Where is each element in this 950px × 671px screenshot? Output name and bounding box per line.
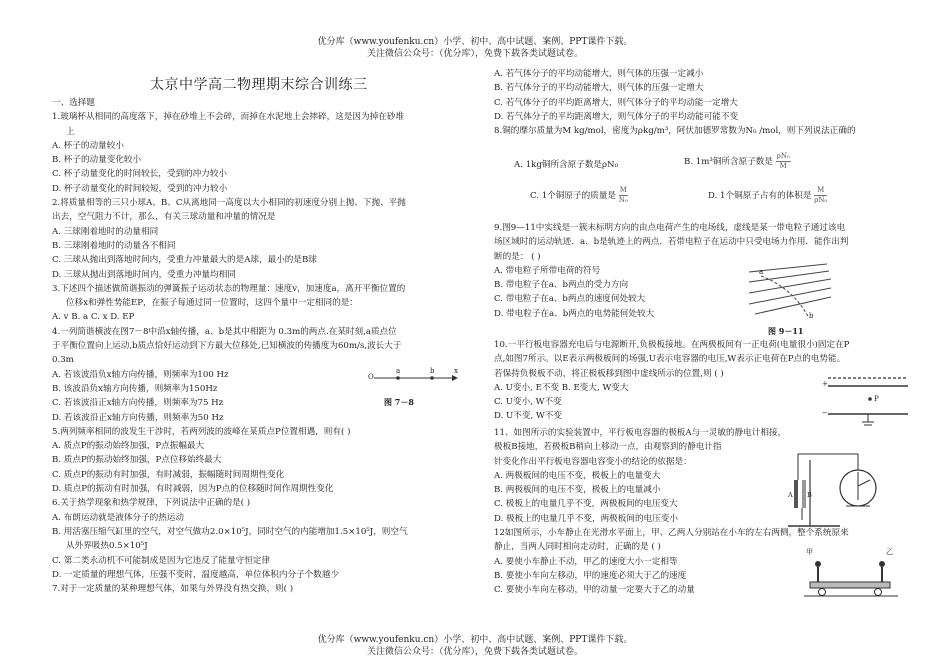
left-text-line: A. 质点P的振动始终加强，P点振幅最大: [52, 441, 205, 452]
q11-text-line: B. 两极板间的电压不变，极板上的电量减小: [494, 485, 661, 496]
q8-b-denominator: M: [779, 162, 787, 170]
q8-option-d-fraction: [814, 186, 827, 205]
q8-option-d: [708, 186, 827, 205]
left-text-line: B. 该波沿负x轴方向传播，则频率为150Hz: [52, 383, 218, 394]
left-text-line: 4.一列简谐横波在图7－8中沿x轴传播，a、b是其中相距为 0.3m的两点.在某时刻,a质点位: [52, 326, 397, 337]
fig911-b-label: b: [809, 312, 814, 320]
fig12-right-label: 乙: [886, 548, 893, 556]
left-text-line: A. 杯子的动量较小: [52, 140, 124, 151]
q10-text-line: D. U不变, W不变: [494, 411, 562, 422]
cart-wheel: [875, 589, 882, 596]
q9-text-line: 断的是： ( ): [494, 251, 541, 262]
q9-text-line: D. 带电粒子在a、b两点的电势能何处较大: [494, 308, 655, 319]
q8-option-a: A. 1kg铜所含原子数是ρN₀: [514, 160, 619, 170]
left-text-line: 一、选择题: [52, 98, 95, 108]
left-text-line: D. 质点P的振动有时加强，有时减弱，因为P点的位移随时间作周期性变化: [52, 484, 334, 495]
fig78-origin-label: O: [368, 373, 374, 381]
right-top-text-line: C. 若气体分子的平均距离增大，则气体分子的平均动能一定增大: [494, 97, 738, 108]
cap-minus-label: −: [822, 409, 828, 417]
electrometer-figure: [780, 440, 890, 530]
q8-d-numerator: M: [814, 186, 827, 196]
footer-line-2: 关注微信公众号：（优分库），免费下载各类试题试卷。: [366, 647, 583, 657]
page-title: 太京中学高二物理期末综合训练三: [150, 77, 368, 93]
header-line-2: 关注微信公众号：（优分库），免费下载各类试题试卷。: [366, 49, 583, 59]
left-text-line: D. 杯子动量变化的时间较短，受到的冲力较小: [52, 183, 228, 194]
q8-option-b-text: B. 1m³铜所含原子数是: [684, 157, 773, 167]
capacitor-figure: [822, 370, 912, 430]
left-text-line: B. 用活塞压缩气缸里的空气，对空气做功2.0×10⁵J，同时空气的内能增加1.5×10⁵J，则空气: [52, 526, 408, 537]
left-text-line: C. 三球从抛出到落地时间内，受重力冲量最大的是A球，最小的是B球: [52, 255, 317, 266]
left-text-line: 5.两列频率相同的波发生干涉时，若两列波的波峰在某质点P位置相遇，则有( ): [52, 426, 351, 437]
q8-b-numerator: ρN₀: [776, 152, 790, 160]
q9-text-line: B. 带电粒子在a、b两点的受力方向: [494, 280, 629, 291]
right-top-text-line: B. 若气体分子的平均动能增大，则气体的压强一定增大: [494, 83, 704, 94]
q11-text-line: 极板B接地，若极板B稍向上移动一点，由观察到的静电计指: [494, 442, 722, 453]
q12-text-line: A. 要使小车静止不动，甲乙的速度大小一定相等: [494, 556, 678, 567]
left-text-line: D. 若该波沿正x轴方向传播，则频率为50 Hz: [52, 412, 224, 423]
q10-text-line: 点,如图7所示。以E表示两极板间的场强,U表示电容器的电压,W表示正电荷在P点的电势能。: [494, 354, 846, 365]
q11-text-line: 11、如图所示的实验装置中，平行板电容器的极板A与一灵敏的静电计相接，: [494, 428, 787, 438]
footer-line-1: 优分库（www.youfenku.cn）小学、初中、高中试题、案例、PPT课件下载。: [317, 635, 633, 645]
q10-text-line: C. U变小, W不变: [494, 397, 562, 408]
axis-arrow-icon: [452, 375, 458, 381]
q9-text-line: C. 带电粒子在a、b两点的速度何处较大: [494, 294, 646, 305]
q12-text-line: 12如图所示，小车静止在光滑水平面上，甲、乙两人分别站在小车的左右两侧，整个系统原来: [494, 528, 849, 538]
left-text-line: D. 三球从抛出到落地时间内，受重力冲量均相同: [52, 269, 236, 280]
cap-p-label: P: [874, 395, 879, 403]
q8-options: [508, 148, 918, 218]
left-text-line: B. 杯子的动量变化较小: [52, 155, 142, 166]
q8-option-d-text: D. 1个铜原子占有的体积是: [708, 191, 812, 201]
left-text-line: 0.3m: [52, 355, 74, 366]
left-column: [52, 96, 464, 596]
q11-text-line: D. 极板上的电量几乎不变，两极板间的电压变小: [494, 513, 678, 524]
left-text-line: C. 若该波沿正x轴方向传播，则频率为75 Hz: [52, 398, 224, 409]
left-text-line: D. 一定质量的理想气体，压强不变时，温度越高，单位体积内分子个数越少: [52, 569, 340, 580]
header-line-1: 优分库（www.youfenku.cn）小学、初中、高中试题、案例、PPT课件下载。: [317, 37, 633, 47]
left-text-line: C. 质点P的振动有时加强，有时减弱，振幅随时间周期性变化: [52, 469, 285, 480]
cart-figure: [802, 556, 902, 606]
left-text-line: B. 三球刚着地时的动量各不相同: [52, 240, 176, 251]
point-b-marker: [430, 376, 434, 380]
right-top-text-line: A. 若气体分子的平均动能增大，则气体的压强一定减小: [494, 69, 704, 79]
q8-c-denominator: N₀: [618, 196, 628, 204]
right-column-top: [494, 67, 914, 138]
cart-wheel: [819, 589, 826, 596]
q12-text-line: 静止，当两人同时相向走动时，正确的是 ( ): [494, 542, 661, 553]
left-text-line: 上: [66, 126, 75, 137]
field-line: [755, 297, 831, 314]
fig911-a-label: a: [759, 268, 764, 276]
left-text-line: B. 质点P的振动始终加强，P点位移始终最大: [52, 455, 222, 466]
figure-7-8-caption: 图 7－8: [384, 397, 414, 407]
left-text-line: A. 布朗运动就是液体分子的热运动: [52, 512, 184, 523]
left-text-line: A. 若该波沿负x轴方向传播，则频率为100 Hz: [52, 369, 229, 380]
q11-text-line: C. 极板上的电量几乎不变，两极板间的电压变大: [494, 499, 678, 510]
fig78-a-label: a: [396, 367, 401, 375]
cart-body: [810, 582, 890, 588]
plate-b: [802, 480, 806, 508]
q8-option-c-fraction: [619, 186, 628, 205]
q12-text-line: C. 要使小车向左移动，甲的动量一定要大于乙的动量: [494, 585, 695, 596]
left-text-line: 6.关于热学现象和热学规律，下列说法中正确的是( ): [52, 498, 251, 509]
left-text-line: A. 三球刚着地时的动量相同: [52, 226, 159, 237]
q8-d-denominator: ρN₀: [814, 196, 828, 204]
plate-a: [794, 480, 798, 508]
question-9: [494, 221, 914, 321]
left-text-line: 1.玻璃杯从相同的高度落下，掉在砂堆上不会碎，而掉在水泥地上会摔碎，这是因为掉在砂堆: [52, 112, 404, 123]
left-text-line: A. v B. a C. x D. EP: [52, 312, 135, 323]
left-text-line: 7.对于一定质量的某种理想气体，如果与外界没有热交换，则( ): [52, 584, 294, 595]
right-top-text-line: D. 若气体分子的平均距离增大，则气体分子的平均动能可能不变: [494, 111, 739, 122]
q12-text-line: B. 要使小车向左移动，甲的速度必须大于乙的速度: [494, 570, 687, 581]
q8-option-c-text: C. 1个铜原子的质量是: [530, 191, 616, 201]
left-text-line: 出去，空气阻力不计，那么，有关三球动量和冲量的情况是: [52, 212, 276, 223]
connecting-wire: [798, 454, 858, 480]
q11-text-line: A. 两极板间的电压不变，极板上的电量变大: [494, 470, 661, 481]
left-text-line: C. 第二类永动机不可能制成是因为它违反了能量守恒定律: [52, 555, 270, 566]
point-p-marker: [868, 397, 872, 401]
left-text-line: 从外界吸热0.5×10⁵J: [66, 541, 148, 552]
q10-text-line: A. U变小, E不变 B. E变大, W变大: [494, 382, 629, 393]
right-top-text-line: 8.铜的摩尔质量为M kg/mol，密度为ρkg/m³，阿伏加德罗常数为N₀ /mol，则下列说法正确的: [494, 126, 856, 137]
left-text-line: 3.下述四个描述做简谐振动的弹簧振子运动状态的物理量：速度v，加速度a，离开平衡位置的: [52, 283, 406, 294]
left-text-line: 位移x和弹性势能EP，在振子每通过同一位置时，这四个量中一定相同的是：: [66, 298, 358, 309]
left-text-line: 2.将质量相等的三只小球A、B、C从离地同一高度以大小相同的初速度分别上抛、下抛、平抛: [52, 198, 406, 209]
fig11-a-label: A: [788, 491, 793, 499]
fig78-b-label: b: [430, 367, 435, 375]
q8-option-b-fraction: [776, 152, 791, 171]
person-left-head: [815, 561, 821, 567]
q11-text-line: 针变化作出平行板电容器电容变小的结论的依据是：: [494, 456, 692, 467]
fig78-x-label: x: [454, 367, 458, 375]
q10-text-line: 10.一平行板电容器充电后与电源断开,负极板接地。在两极板间有一正电荷(电量很小)固定在P: [494, 340, 850, 350]
q10-text-line: 若保持负极板不动，将正极板移到图中虚线所示的位置,则 ( ): [494, 368, 724, 379]
left-text-line: 于平衡位置向上运动,b质点恰好运动到下方最大位移处,已知横波的传播度为60m/s,波长大于: [52, 341, 402, 352]
q8-option-c: [530, 186, 628, 205]
q8-option-b: [684, 152, 791, 171]
left-text-line: C. 杯子动量变化的时间较长，受到的冲力较小: [52, 169, 228, 180]
point-a-marker: [396, 376, 400, 380]
cap-plus-label: +: [822, 380, 828, 388]
q9-text-line: A. 带电粒子所带电荷的符号: [494, 265, 601, 276]
q9-text-line: 场区域时的运动轨迹．a、b是轨迹上的两点．若带电粒子在运动中只受电场力作用．能作出判: [494, 237, 849, 248]
q8-c-numerator: M: [619, 186, 627, 194]
fig11-b-label: B: [807, 491, 812, 499]
electrometer-needle: [858, 480, 870, 486]
figure-9-11-caption: 图 9－11: [768, 326, 804, 336]
person-right-head: [879, 561, 885, 567]
fig12-left-label: 甲: [806, 548, 813, 556]
q9-text-line: 9.图9—11中实线是一簇未标明方向的由点电荷产生的电场线，虚线是某一带电粒子通过该电: [494, 223, 846, 233]
